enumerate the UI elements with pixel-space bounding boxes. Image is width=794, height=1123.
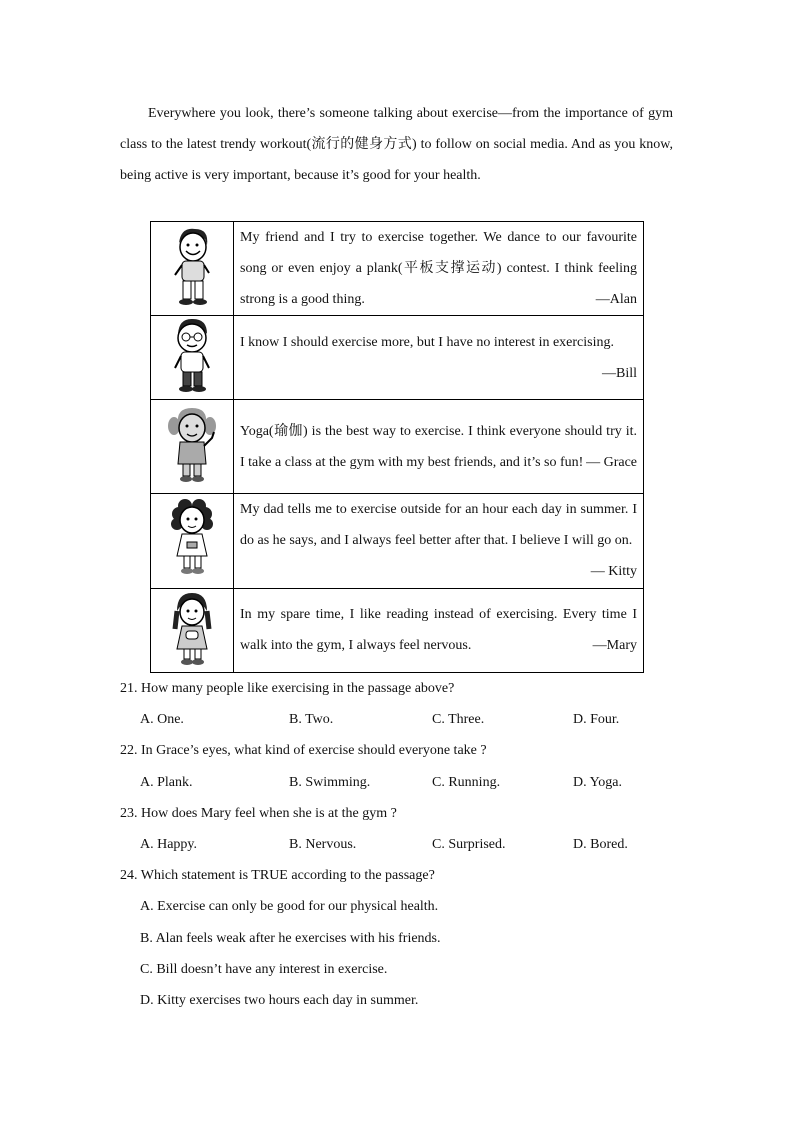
avatar-cell bbox=[151, 222, 234, 316]
option-d: D. Bored. bbox=[573, 836, 628, 852]
table-row bbox=[151, 222, 644, 316]
option-d: D. Kitty exercises two hours each day in summer. bbox=[140, 992, 419, 1008]
entry-text-bill: I know I should exercise more, but I have no interest in exercising. bbox=[240, 334, 615, 350]
table-row bbox=[151, 316, 644, 400]
question-options-21 bbox=[120, 704, 680, 735]
option-a: A. Plank. bbox=[140, 774, 193, 790]
entry-text-grace: Yoga(瑜伽) is the best way to exercise. I think everyone should try it. I take a class at the gym with my best friends, and it’s so fun! bbox=[240, 423, 637, 470]
avatar-cell bbox=[151, 316, 234, 400]
entry-name-grace: — Grace bbox=[586, 454, 637, 470]
girl-pigtails-icon bbox=[164, 404, 220, 484]
question-stem-24: 24. Which statement is TRUE according to the passage? bbox=[120, 868, 435, 884]
entry-text-kitty: My dad tells me to exercise outside for an hour each day in summer. I do as he says, and I always feel better after that. I believe I will go on. bbox=[240, 502, 637, 549]
girl-braids-icon bbox=[167, 589, 217, 667]
table-row bbox=[151, 588, 644, 672]
option-b: B. Nervous. bbox=[289, 836, 357, 852]
entry-text bbox=[234, 316, 644, 400]
entry-text bbox=[234, 400, 644, 494]
table-row bbox=[151, 400, 644, 494]
option-b: B. Swimming. bbox=[289, 774, 371, 790]
option-d: D. Yoga. bbox=[573, 774, 623, 790]
entry-name-bill: —Bill bbox=[601, 365, 637, 381]
option-b: B. Two. bbox=[289, 712, 334, 728]
entry-name-alan: —Alan bbox=[595, 292, 637, 308]
entry-name-mary: —Mary bbox=[592, 638, 637, 654]
option-b: B. Alan feels weak after he exercises with his friends. bbox=[140, 930, 441, 946]
option-a: A. Happy. bbox=[140, 836, 198, 852]
boy-smiling-icon bbox=[167, 225, 217, 307]
question-stem-23: 23. How does Mary feel when she is at the gym ? bbox=[120, 805, 397, 821]
entry-text bbox=[234, 588, 644, 672]
question-stem-22: 22. In Grace’s eyes, what kind of exercise should everyone take ? bbox=[120, 743, 487, 759]
entry-text bbox=[234, 494, 644, 588]
entry-name-kitty: — Kitty bbox=[590, 564, 637, 580]
table-row bbox=[151, 494, 644, 588]
question-options-23 bbox=[120, 829, 680, 860]
option-a: A. Exercise can only be good for our physical health. bbox=[140, 899, 439, 915]
option-c: C. Surprised. bbox=[432, 836, 506, 852]
entry-text-alan: My friend and I try to exercise together. We dance to our favourite song or even enjoy a plank(平板支撑运动) contest. I think feeling strong is a good thing. bbox=[240, 230, 637, 308]
entry-text-mary: In my spare time, I like reading instead of exercising. Every time I walk into the gym, I always feel nervous. bbox=[240, 606, 637, 654]
option-c: C. Bill doesn’t have any interest in exercise. bbox=[140, 961, 388, 977]
option-a: A. One. bbox=[140, 712, 184, 728]
option-c: C. Running. bbox=[432, 774, 501, 790]
girl-curly-icon bbox=[167, 498, 217, 578]
opinions-table bbox=[150, 221, 644, 673]
question-stem-21: 21. How many people like exercising in the passage above? bbox=[120, 681, 455, 696]
question-options-22 bbox=[120, 767, 680, 798]
passage-intro: Everywhere you look, there’s someone talking about exercise—from the importance of gym class to the latest trendy workout(流行的健身方式) to follow on social media. And as you know, being active is very important, because it’s good for your health. bbox=[120, 106, 673, 184]
avatar-cell bbox=[151, 400, 234, 494]
entry-text bbox=[234, 222, 644, 316]
avatar-cell bbox=[151, 494, 234, 588]
option-d: D. Four. bbox=[573, 712, 620, 728]
boy-glasses-icon bbox=[167, 316, 217, 394]
option-c: C. Three. bbox=[432, 712, 485, 728]
avatar-cell bbox=[151, 588, 234, 672]
questions-section bbox=[120, 673, 680, 1016]
